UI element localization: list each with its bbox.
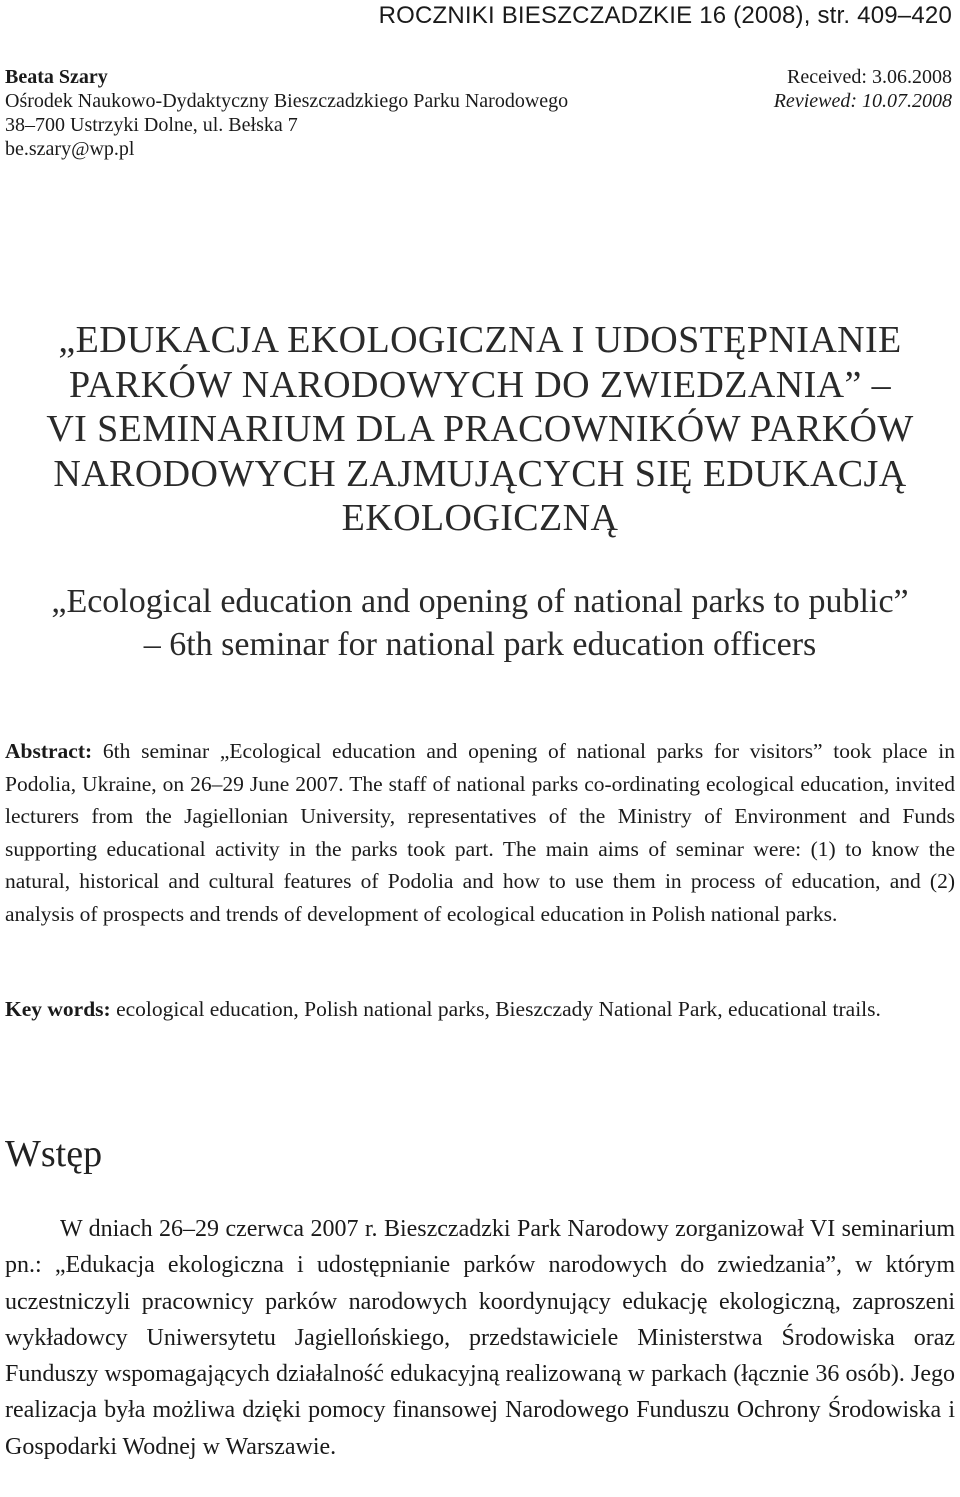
title-pl-line: „EDUKACJA EKOLOGICZNA I UDOSTĘPNIANIE — [58, 319, 902, 361]
received-date: Received: 3.06.2008 — [787, 66, 952, 88]
title-pl-line: NARODOWYCH ZAJMUJĄCYCH SIĘ EDUKACJĄ — [53, 452, 907, 495]
title-pl-line: EKOLOGICZNĄ — [341, 497, 619, 539]
section-title: Wstęp — [5, 1133, 103, 1175]
dates-block — [774, 65, 952, 113]
title-pl-line: VI SEMINARIUM DLA PRACOWNIKÓW PARKÓW — [46, 408, 914, 450]
author-block — [5, 65, 955, 161]
keywords-text: ecological education, Polish national parks, Bieszczady National Park, educational trails. — [116, 997, 881, 1021]
abstract-label: Abstract: — [5, 739, 93, 763]
author-email[interactable]: be.szary@wp.pl — [5, 138, 135, 160]
keywords — [5, 993, 955, 1026]
reviewed-date: Reviewed: 10.07.2008 — [773, 90, 952, 112]
journal-header: ROCZNIKI BIESZCZADZKIE 16 (2008), str. 409–420 — [378, 2, 952, 29]
body-paragraph: W dniach 26–29 czerwca 2007 r. Bieszczadzki Park Narodowy zorganizował VI seminarium pn.: „Edukacja ekologiczna i udostępnianie parków narodowych do zwiedzania”, w którym uczestniczyli pracownicy parków narodowych koordynujący edukację ekologiczną, zaproszeni wykładowcy Uniwersytetu Jagiellońskiego, przedstawiciele Ministerstwa Środowiska oraz Funduszy wspomagających działalność edukacyjną realizowaną w parkach (łącznie 36 osób). Jego realizacja była możliwa dzięki pomocy finansowej Narodowego Funduszu Ochrony Środowiska i Gospodarki Wodnej w Warszawie. — [5, 1216, 955, 1460]
abstract — [5, 735, 955, 930]
author-name: Beata Szary — [5, 66, 108, 88]
keywords-label: Key words: — [5, 997, 111, 1021]
title-en-line: – 6th seminar for national park education officers — [143, 626, 817, 663]
title-pl-line: PARKÓW NARODOWYCH DO ZWIEDZANIA” – — [68, 363, 892, 406]
author-affiliation: Ośrodek Naukowo-Dydaktyczny Bieszczadzkiego Parku Narodowego — [5, 90, 569, 112]
abstract-text: 6th seminar „Ecological education and opening of national parks for visitors” took place in Podolia, Ukraine, on 26–29 June 2007. The staff of national parks co-ordinating ecological education, invited lecturers from the Jagiellonian University, representatives of the Ministry of Environment and Funds supporting educational activity in the parks took part. The main aims of seminar were: (1) to know the natural, historical and cultural features of Podolia and how to use them in process of education, and (2) analysis of prospects and trends of development of ecological education in Polish national parks. — [5, 739, 955, 926]
title-en-line: „Ecological education and opening of national parks to public” — [51, 583, 909, 620]
author-address: 38–700 Ustrzyki Dolne, ul. Bełska 7 — [5, 114, 298, 136]
title-english — [20, 580, 940, 666]
title-polish — [20, 318, 940, 541]
